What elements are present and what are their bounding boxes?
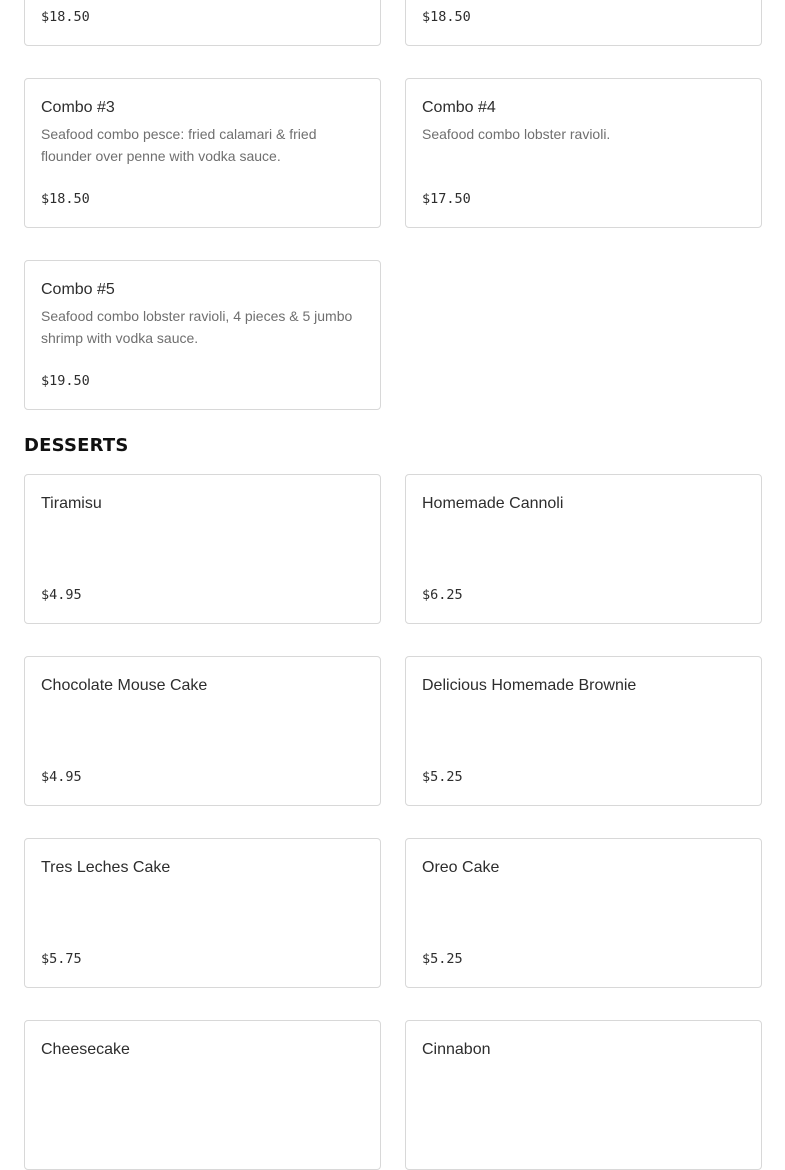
item-name: Oreo Cake [422, 859, 500, 876]
item-price: $6.25 [422, 587, 463, 603]
menu-item-card[interactable] [405, 0, 762, 46]
item-name: Homemade Cannoli [422, 495, 564, 512]
item-name: Tres Leches Cake [41, 859, 171, 876]
item-price: $5.25 [422, 951, 463, 967]
item-name: Combo #4 [422, 99, 496, 116]
menu-item-card[interactable] [24, 0, 381, 46]
item-price: $19.50 [41, 373, 90, 389]
menu-item-card[interactable] [405, 656, 762, 806]
menu-item-card[interactable] [24, 474, 381, 624]
item-name: Cinnabon [422, 1041, 491, 1058]
item-name: Cheesecake [41, 1041, 130, 1058]
item-description: Seafood combo lobster ravioli. [422, 126, 611, 142]
menu-item-card[interactable] [405, 474, 762, 624]
item-price: $5.75 [41, 951, 82, 967]
item-price: $5.25 [422, 769, 463, 785]
menu-item-card[interactable] [405, 1020, 762, 1170]
menu-item-card[interactable] [24, 1020, 381, 1170]
item-name: Delicious Homemade Brownie [422, 677, 637, 694]
item-price: $17.50 [422, 191, 471, 207]
item-description: Seafood combo pesce: fried calamari & fried flounder over penne with vodka sauce. [41, 126, 317, 164]
menu-item-card[interactable] [24, 656, 381, 806]
item-price: $18.50 [41, 191, 90, 207]
item-price: $4.95 [41, 587, 82, 603]
menu-item-card[interactable] [24, 78, 381, 228]
menu-item-card[interactable] [24, 838, 381, 988]
item-name: Combo #5 [41, 281, 115, 298]
menu-item-card[interactable] [405, 838, 762, 988]
item-name: Combo #3 [41, 99, 115, 116]
item-name: Chocolate Mouse Cake [41, 677, 208, 694]
menu-item-card[interactable] [405, 78, 762, 228]
menu-item-card[interactable] [24, 260, 381, 410]
item-price: $18.50 [422, 9, 471, 25]
item-price: $18.50 [41, 9, 90, 25]
item-price: $4.95 [41, 769, 82, 785]
item-description: Seafood combo lobster ravioli, 4 pieces & 5 jumbo shrimp with vodka sauce. [41, 308, 353, 346]
item-name: Tiramisu [41, 495, 102, 512]
section-title-desserts: DESSERTS [24, 435, 129, 456]
